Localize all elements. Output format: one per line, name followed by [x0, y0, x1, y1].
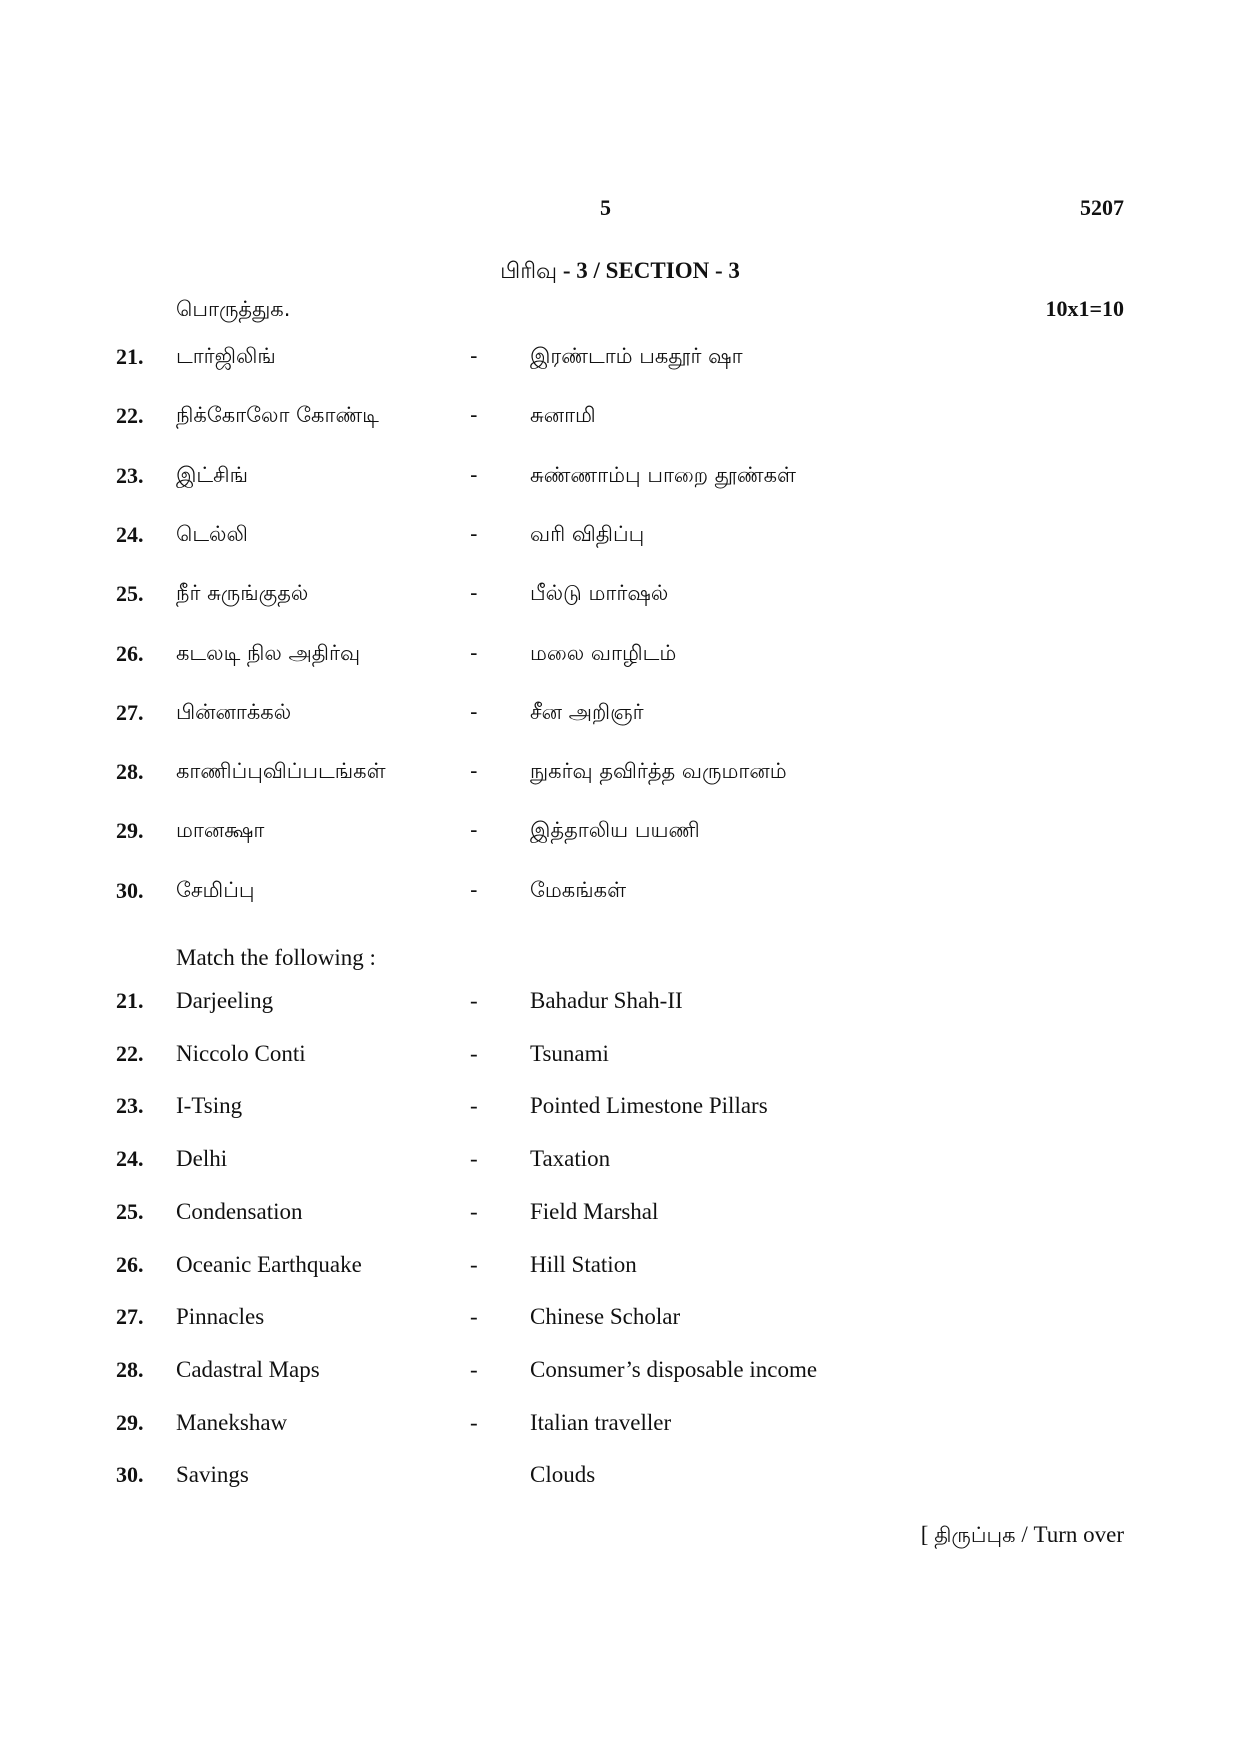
match-right-item: Taxation — [530, 1146, 611, 1172]
match-dash: - — [470, 462, 478, 487]
match-left-item: மானக்ஷா — [176, 818, 265, 843]
match-left-item: கடலடி நில அதிர்வு — [176, 640, 361, 665]
section-title-english: - 3 / SECTION - 3 — [557, 258, 740, 283]
match-row — [0, 759, 1240, 799]
page-number: 5 — [600, 195, 611, 220]
match-dash: - — [470, 1093, 478, 1119]
match-left-item: Manekshaw — [176, 1409, 288, 1435]
question-number: 28. — [116, 1356, 144, 1382]
match-dash: - — [470, 699, 478, 724]
match-left-item: டார்ஜிலிங் — [176, 344, 276, 368]
match-right-item: மேகங்கள் — [530, 877, 627, 902]
match-row — [0, 1199, 1240, 1239]
paper-code: 5207 — [1080, 195, 1124, 220]
match-right-item: சுண்ணாம்பு பாறை தூண்கள் — [530, 462, 796, 487]
match-right-item: சீன அறிஞர் — [530, 699, 644, 724]
question-number: 27. — [116, 1304, 144, 1330]
match-row — [0, 1041, 1240, 1081]
match-right-item: Italian traveller — [530, 1409, 672, 1435]
match-right-item: Field Marshal — [530, 1198, 659, 1224]
match-left-item: Oceanic Earthquake — [176, 1251, 362, 1277]
match-dash: - — [470, 1409, 478, 1435]
question-number: 30. — [116, 877, 144, 903]
question-number: 28. — [116, 759, 144, 785]
match-dash: - — [470, 1040, 478, 1066]
match-right-item: Pointed Limestone Pillars — [530, 1093, 768, 1119]
match-right-item: பீல்டு மார்ஷல் — [530, 581, 669, 606]
turn-over-note — [921, 1522, 1124, 1550]
section-title — [0, 258, 1240, 287]
marks-allocation: 10x1=10 — [1045, 296, 1124, 321]
question-number: 22. — [116, 1040, 144, 1066]
question-number: 23. — [116, 1093, 144, 1119]
match-left-item: டெல்லி — [176, 521, 248, 546]
match-row — [0, 1410, 1240, 1450]
match-left-item: Delhi — [176, 1146, 228, 1172]
match-row — [0, 522, 1240, 562]
match-dash: - — [470, 759, 478, 784]
match-dash: - — [470, 1251, 478, 1277]
match-right-item: Hill Station — [530, 1251, 637, 1277]
match-left-item: Niccolo Conti — [176, 1040, 306, 1066]
match-row — [0, 581, 1240, 621]
match-right-item: Bahadur Shah-II — [530, 988, 683, 1013]
question-number: 24. — [116, 521, 144, 547]
match-row — [0, 1304, 1240, 1344]
match-row — [0, 463, 1240, 503]
section-title-tamil: பிரிவு — [500, 259, 558, 284]
question-number: 25. — [116, 1198, 144, 1224]
match-row — [0, 988, 1240, 1028]
match-right-item: நுகர்வு தவிர்த்த வருமானம் — [530, 759, 787, 784]
instruction-english: Match the following : — [176, 945, 376, 970]
match-dash: - — [470, 818, 478, 843]
question-number: 22. — [116, 403, 144, 429]
question-number: 25. — [116, 581, 144, 607]
match-dash: - — [470, 640, 478, 665]
match-right-item: சுனாமி — [530, 403, 596, 428]
match-right-item: Clouds — [530, 1462, 596, 1488]
match-dash: - — [470, 988, 478, 1013]
question-number: 21. — [116, 988, 144, 1013]
match-dash: - — [470, 1304, 478, 1330]
match-right-item: மலை வாழிடம் — [530, 640, 677, 665]
turn-over-english: / Turn over — [1015, 1522, 1124, 1547]
match-row — [0, 1146, 1240, 1186]
match-right-item: Tsunami — [530, 1040, 609, 1066]
match-row — [0, 700, 1240, 740]
match-left-item: Pinnacles — [176, 1304, 265, 1330]
match-dash: - — [470, 344, 478, 368]
match-right-item: இரண்டாம் பகதூர் ஷா — [530, 344, 743, 368]
match-left-item: Cadastral Maps — [176, 1356, 320, 1382]
match-row — [0, 403, 1240, 443]
match-dash: - — [470, 581, 478, 606]
match-right-item: Consumer’s disposable income — [530, 1356, 818, 1382]
turn-over-bracket: [ — [920, 1522, 935, 1547]
match-left-item: I-Tsing — [176, 1093, 243, 1119]
match-left-item: சேமிப்பு — [176, 877, 255, 902]
match-row — [0, 878, 1240, 918]
question-number: 30. — [116, 1462, 144, 1488]
match-left-item: Darjeeling — [176, 988, 274, 1013]
question-number: 24. — [116, 1146, 144, 1172]
question-number: 27. — [116, 699, 144, 725]
match-dash: - — [470, 521, 478, 546]
match-dash: - — [470, 403, 478, 428]
match-right-item: இத்தாலிய பயணி — [530, 818, 700, 843]
match-left-item: பின்னாக்கல் — [176, 699, 292, 724]
match-left-item: காணிப்புவிப்படங்கள் — [176, 759, 386, 784]
question-number: 29. — [116, 818, 144, 844]
question-number: 29. — [116, 1409, 144, 1435]
match-left-item: நீர் சுருங்குதல் — [176, 581, 309, 606]
match-row — [0, 1357, 1240, 1397]
question-number: 26. — [116, 640, 144, 666]
instruction-tamil: பொருத்துக. — [176, 297, 291, 321]
match-row — [0, 641, 1240, 681]
match-right-item: வரி விதிப்பு — [530, 521, 645, 546]
match-row — [0, 1093, 1240, 1133]
match-row — [0, 1462, 1240, 1502]
match-left-item: நிக்கோலோ கோண்டி — [176, 403, 379, 428]
question-number: 21. — [116, 344, 144, 369]
question-number: 26. — [116, 1251, 144, 1277]
match-row — [0, 1252, 1240, 1292]
match-left-item: Savings — [176, 1462, 249, 1488]
match-dash: - — [470, 1146, 478, 1172]
match-row — [0, 818, 1240, 858]
match-row — [0, 344, 1240, 384]
match-dash: - — [470, 877, 478, 902]
match-right-item: Chinese Scholar — [530, 1304, 681, 1330]
match-dash: - — [470, 1356, 478, 1382]
question-number: 23. — [116, 462, 144, 488]
turn-over-tamil: திருப்புக — [934, 1523, 1016, 1547]
match-left-item: Condensation — [176, 1198, 303, 1224]
match-left-item: இட்சிங் — [176, 462, 248, 487]
match-dash: - — [470, 1198, 478, 1224]
